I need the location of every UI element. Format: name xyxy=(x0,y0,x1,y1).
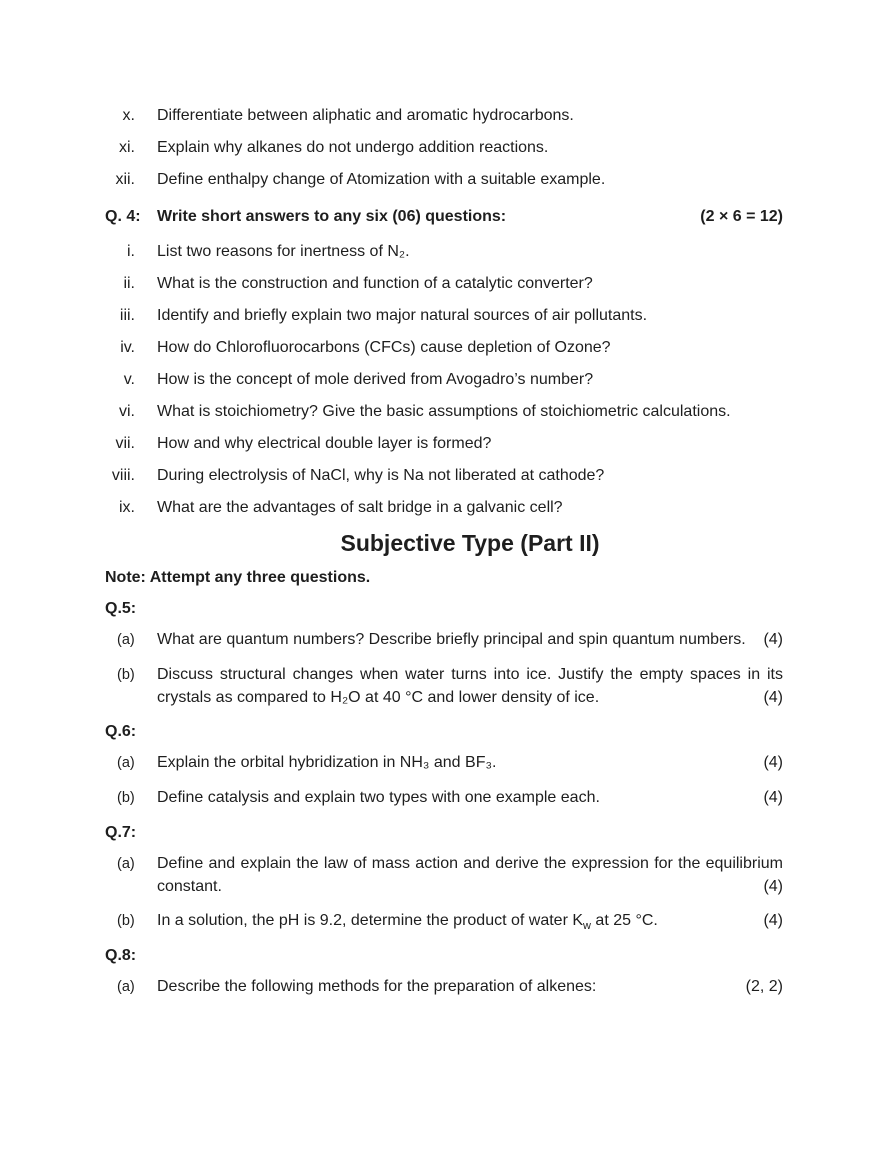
part-marker: (a) xyxy=(117,632,135,648)
item-text: Differentiate between aliphatic and aromatic hydrocarbons. xyxy=(157,107,574,124)
list-item xyxy=(85,336,783,359)
question-part xyxy=(117,975,783,999)
question-part xyxy=(117,909,783,933)
subscript-w: w xyxy=(583,920,591,933)
part-text: Discuss structural changes when water turns into ice. Justify the empty spaces in its crystals as compared to H₂O at 40 °C and lower density of ice. xyxy=(157,666,783,706)
part-text: What are quantum numbers? Describe briefly principal and spin quantum numbers. xyxy=(157,631,746,648)
question-label-q8: Q.8: xyxy=(105,947,137,964)
item-number: ix. xyxy=(119,499,135,516)
list-item xyxy=(85,272,783,295)
item-number: iii. xyxy=(119,307,135,324)
part-marker: (a) xyxy=(117,856,135,872)
part-text: Define and explain the law of mass action and derive the expression for the equilibrium constant. xyxy=(157,855,783,895)
list-item xyxy=(85,168,783,191)
item-number: viii. xyxy=(111,467,135,484)
item-text: During electrolysis of NaCl, why is Na not liberated at cathode? xyxy=(157,467,605,484)
question-header-q4 xyxy=(105,205,783,228)
list-item xyxy=(85,400,783,423)
question-part xyxy=(117,628,783,652)
part-marks: (4) xyxy=(763,878,783,895)
part-marker: (a) xyxy=(117,755,135,771)
list-item xyxy=(85,104,783,127)
item-number: v. xyxy=(123,371,135,388)
part-body xyxy=(157,628,783,651)
part-body xyxy=(157,909,783,932)
part-marker: (b) xyxy=(117,790,135,806)
question-marks: (2 × 6 = 12) xyxy=(700,208,783,225)
part-marks: (4) xyxy=(763,912,783,929)
part-body xyxy=(157,852,783,898)
item-number: i. xyxy=(127,243,135,260)
question-label-q5: Q.5: xyxy=(105,600,137,617)
question-part xyxy=(117,852,783,898)
question-label-q6: Q.6: xyxy=(105,723,137,740)
item-number: vi. xyxy=(119,403,135,420)
list-item xyxy=(85,240,783,263)
part-marks: (2, 2) xyxy=(745,978,783,995)
list-item xyxy=(85,464,783,487)
item-text: How is the concept of mole derived from Avogadro’s number? xyxy=(157,371,594,388)
section-note: Note: Attempt any three questions. xyxy=(105,569,371,586)
item-number: x. xyxy=(122,107,135,124)
list-item xyxy=(85,432,783,455)
list-item xyxy=(85,496,783,519)
item-text: List two reasons for inertness of N₂. xyxy=(157,243,410,260)
part-marker: (b) xyxy=(117,667,135,683)
item-text: How and why electrical double layer is formed? xyxy=(157,435,492,452)
part-text: Explain the orbital hybridization in NH₃ and BF₃. xyxy=(157,754,497,771)
item-text: What is the construction and function of a catalytic converter? xyxy=(157,275,593,292)
list-item xyxy=(85,368,783,391)
part-text-post: at 25 °C. xyxy=(590,912,658,929)
item-number: vii. xyxy=(115,435,135,452)
question-part xyxy=(117,663,783,709)
list-item xyxy=(85,136,783,159)
question-title: Write short answers to any six (06) questions: xyxy=(157,208,507,225)
part-body xyxy=(157,786,783,809)
part-body xyxy=(157,975,783,998)
part-marker: (b) xyxy=(117,913,135,929)
part-body xyxy=(157,751,783,774)
item-text: What is stoichiometry? Give the basic assumptions of stoichiometric calculations. xyxy=(157,403,731,420)
item-text: What are the advantages of salt bridge in a galvanic cell? xyxy=(157,499,563,516)
item-text: Identify and briefly explain two major natural sources of air pollutants. xyxy=(157,307,648,324)
part-body xyxy=(157,663,783,709)
part-marks: (4) xyxy=(763,754,783,771)
item-text: How do Chlorofluorocarbons (CFCs) cause depletion of Ozone? xyxy=(157,339,611,356)
question-part xyxy=(117,751,783,775)
part-marker: (a) xyxy=(117,979,135,995)
part-text: Define catalysis and explain two types with one example each. xyxy=(157,789,600,806)
list-item xyxy=(85,304,783,327)
question-label-q7: Q.7: xyxy=(105,824,137,841)
section-heading: Subjective Type (Part II) xyxy=(340,530,600,556)
item-number: iv. xyxy=(120,339,135,356)
item-text: Explain why alkanes do not undergo addition reactions. xyxy=(157,139,549,156)
part-marks: (4) xyxy=(763,631,783,648)
item-number: ii. xyxy=(123,275,135,292)
item-number: xii. xyxy=(115,171,135,188)
part-marks: (4) xyxy=(763,789,783,806)
part-marks: (4) xyxy=(763,689,783,706)
question-part xyxy=(117,786,783,810)
item-number: xi. xyxy=(119,139,135,156)
question-label: Q. 4: xyxy=(105,208,141,225)
item-text: Define enthalpy change of Atomization with a suitable example. xyxy=(157,171,606,188)
part-text-pre: In a solution, the pH is 9.2, determine the product of water K xyxy=(157,912,584,929)
part-text: Describe the following methods for the preparation of alkenes: xyxy=(157,978,597,995)
